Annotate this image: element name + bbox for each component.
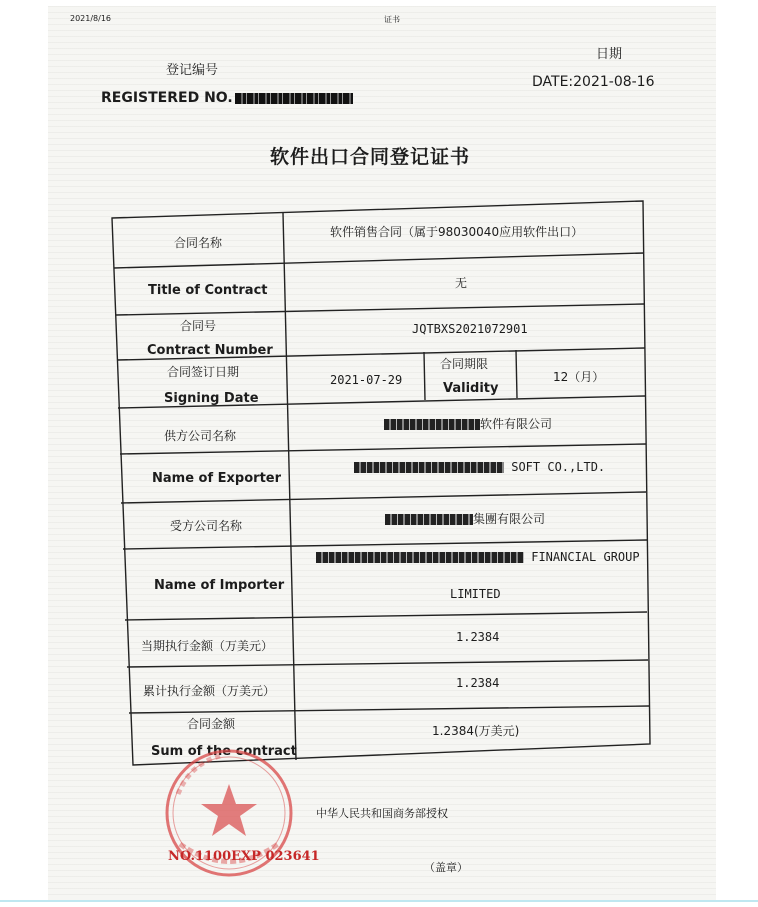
certificate-sheet [48,6,716,901]
print-date: 2021/8/16 [70,14,112,23]
contract-number-value: JQTBXS2021072901 [412,322,528,336]
current-amount-label: 当期执行金额（万美元） [141,639,274,653]
importer-value-en-line1 [316,550,640,564]
registered-no [101,90,353,106]
contract-number-label-cn: 合同号 [180,319,217,333]
importer-value-en-line2: LIMITED [450,587,501,601]
redacted-importer-name [385,514,473,525]
validity-label-cn: 合同期限 [440,357,489,371]
sum-value: 1.2384(万美元) [432,724,520,738]
registered-no-label-en: REGISTERED NO. [101,90,233,106]
importer-label-cn: 受方公司名称 [170,519,243,533]
sum-label-en: Sum of the contract [151,744,297,759]
title-of-contract-label: Title of Contract [148,283,268,298]
sum-label-cn: 合同金额 [187,717,236,731]
exporter-value-cn [384,415,552,432]
redacted-exporter-name [384,419,480,430]
importer-suffix-en: FINANCIAL GROUP [531,550,640,564]
exporter-label-en: Name of Exporter [152,471,282,486]
contract-name-value: 软件销售合同（属于98030040应用软件出口） [330,225,584,239]
cumulative-amount-value: 1.2384 [456,676,500,690]
importer-value-cn [385,510,545,527]
registered-no-label-cn: 登记编号 [166,63,219,78]
exporter-suffix-cn: 软件有限公司 [480,417,553,431]
importer-suffix-cn: 集團有限公司 [473,512,546,526]
exporter-value-en [354,460,605,474]
viewer-divider [0,900,758,902]
print-header-title: 证书 [384,15,400,24]
redacted-exporter-name-en [354,462,504,473]
validity-label-en: Validity [443,381,499,396]
stamp-number: NO.1100EXP 023641 [168,849,320,864]
date-label-cn: 日期 [596,47,623,62]
issue-date: DATE:2021-08-16 [532,74,655,90]
signing-date-label-en: Signing Date [164,391,259,406]
issuing-authority: 中华人民共和国商务部授权 [316,807,448,820]
contract-number-label-en: Contract Number [147,343,273,358]
importer-label-en: Name of Importer [154,578,285,593]
contract-name-label: 合同名称 [174,236,223,250]
cumulative-amount-label: 累计执行金额（万美元） [143,684,276,698]
redacted-importer-name-en [316,552,524,563]
current-amount-value: 1.2384 [456,630,500,644]
exporter-suffix-en: SOFT CO.,LTD. [511,460,606,474]
validity-value: 12（月） [553,370,605,384]
title-of-contract-value: 无 [455,276,468,290]
redacted-registration-number [235,93,353,104]
exporter-label-cn: 供方公司名称 [164,429,237,443]
certificate-title: 软件出口合同登记证书 [270,146,471,168]
signing-date-label-cn: 合同签订日期 [167,365,240,379]
signing-date-value: 2021-07-29 [330,373,403,387]
seal-note: （盖章） [424,861,468,874]
